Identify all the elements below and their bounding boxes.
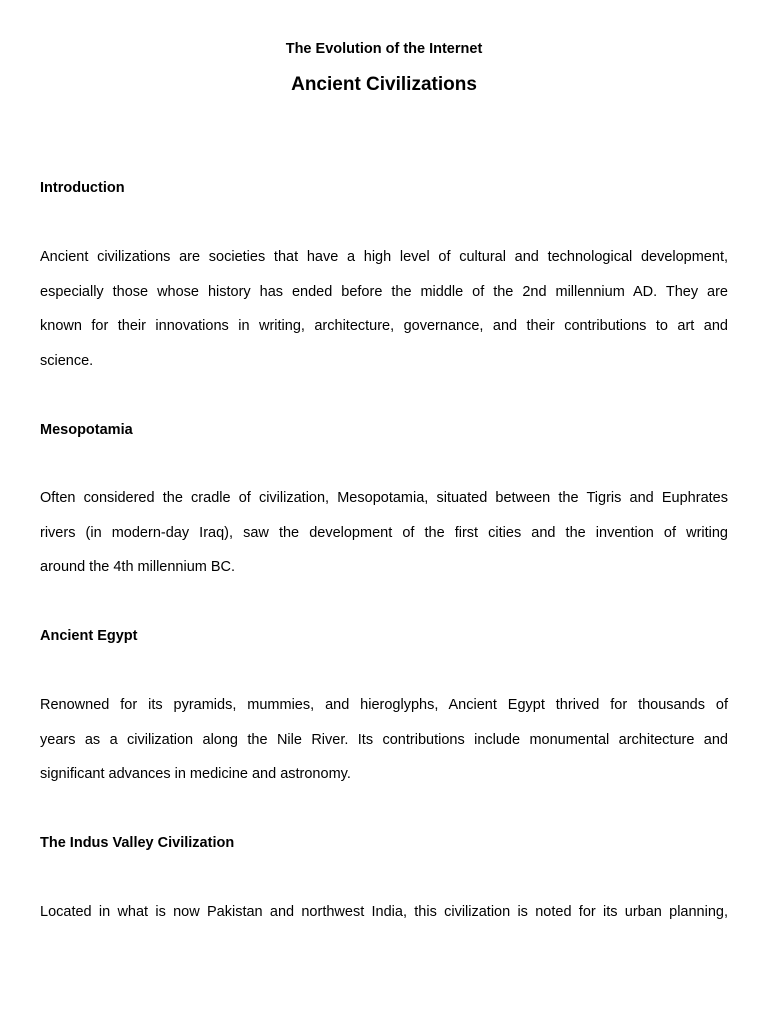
paragraph-line: Ancient civilizations are societies that have a high level of cultural and technological development, <box>40 249 728 265</box>
paragraph-mesopotamia <box>40 481 728 585</box>
document-subtitle: Ancient Civilizations <box>291 74 477 95</box>
paragraph-line: years as a civilization along the Nile River. Its contributions include monumental architecture and <box>40 731 728 748</box>
document-title: The Evolution of the Internet <box>285 41 483 57</box>
paragraph-line: rivers (in modern-day Iraq), saw the development of the first cities and the invention of writing <box>40 524 728 541</box>
paragraph-line: around the 4th millennium BC. <box>40 559 236 575</box>
paragraph-introduction <box>40 240 728 378</box>
section-heading-introduction: Introduction <box>40 180 125 196</box>
paragraph-line: Often considered the cradle of civilization, Mesopotamia, situated between the Tigris and Euphrates <box>40 490 728 506</box>
paragraph-line: known for their innovations in writing, architecture, governance, and their contributions to art and <box>40 318 728 334</box>
paragraph-line: significant advances in medicine and astronomy. <box>40 766 351 782</box>
paragraph-line: science. <box>40 352 94 369</box>
paragraph-ancient-egypt <box>40 688 728 792</box>
section-heading-mesopotamia: Mesopotamia <box>40 422 133 438</box>
section-heading-ancient-egypt: Ancient Egypt <box>40 628 138 644</box>
paragraph-line: Located in what is now Pakistan and northwest India, this civilization is noted for its urban planning, <box>40 904 728 920</box>
paragraph-indus-valley <box>40 895 728 930</box>
paragraph-line: Renowned for its pyramids, mummies, and hieroglyphs, Ancient Egypt thrived for thousands of <box>40 697 728 713</box>
section-heading-indus-valley: The Indus Valley Civilization <box>40 835 235 851</box>
paragraph-line: especially those whose history has ended before the middle of the 2nd millennium AD. They are <box>40 283 728 300</box>
